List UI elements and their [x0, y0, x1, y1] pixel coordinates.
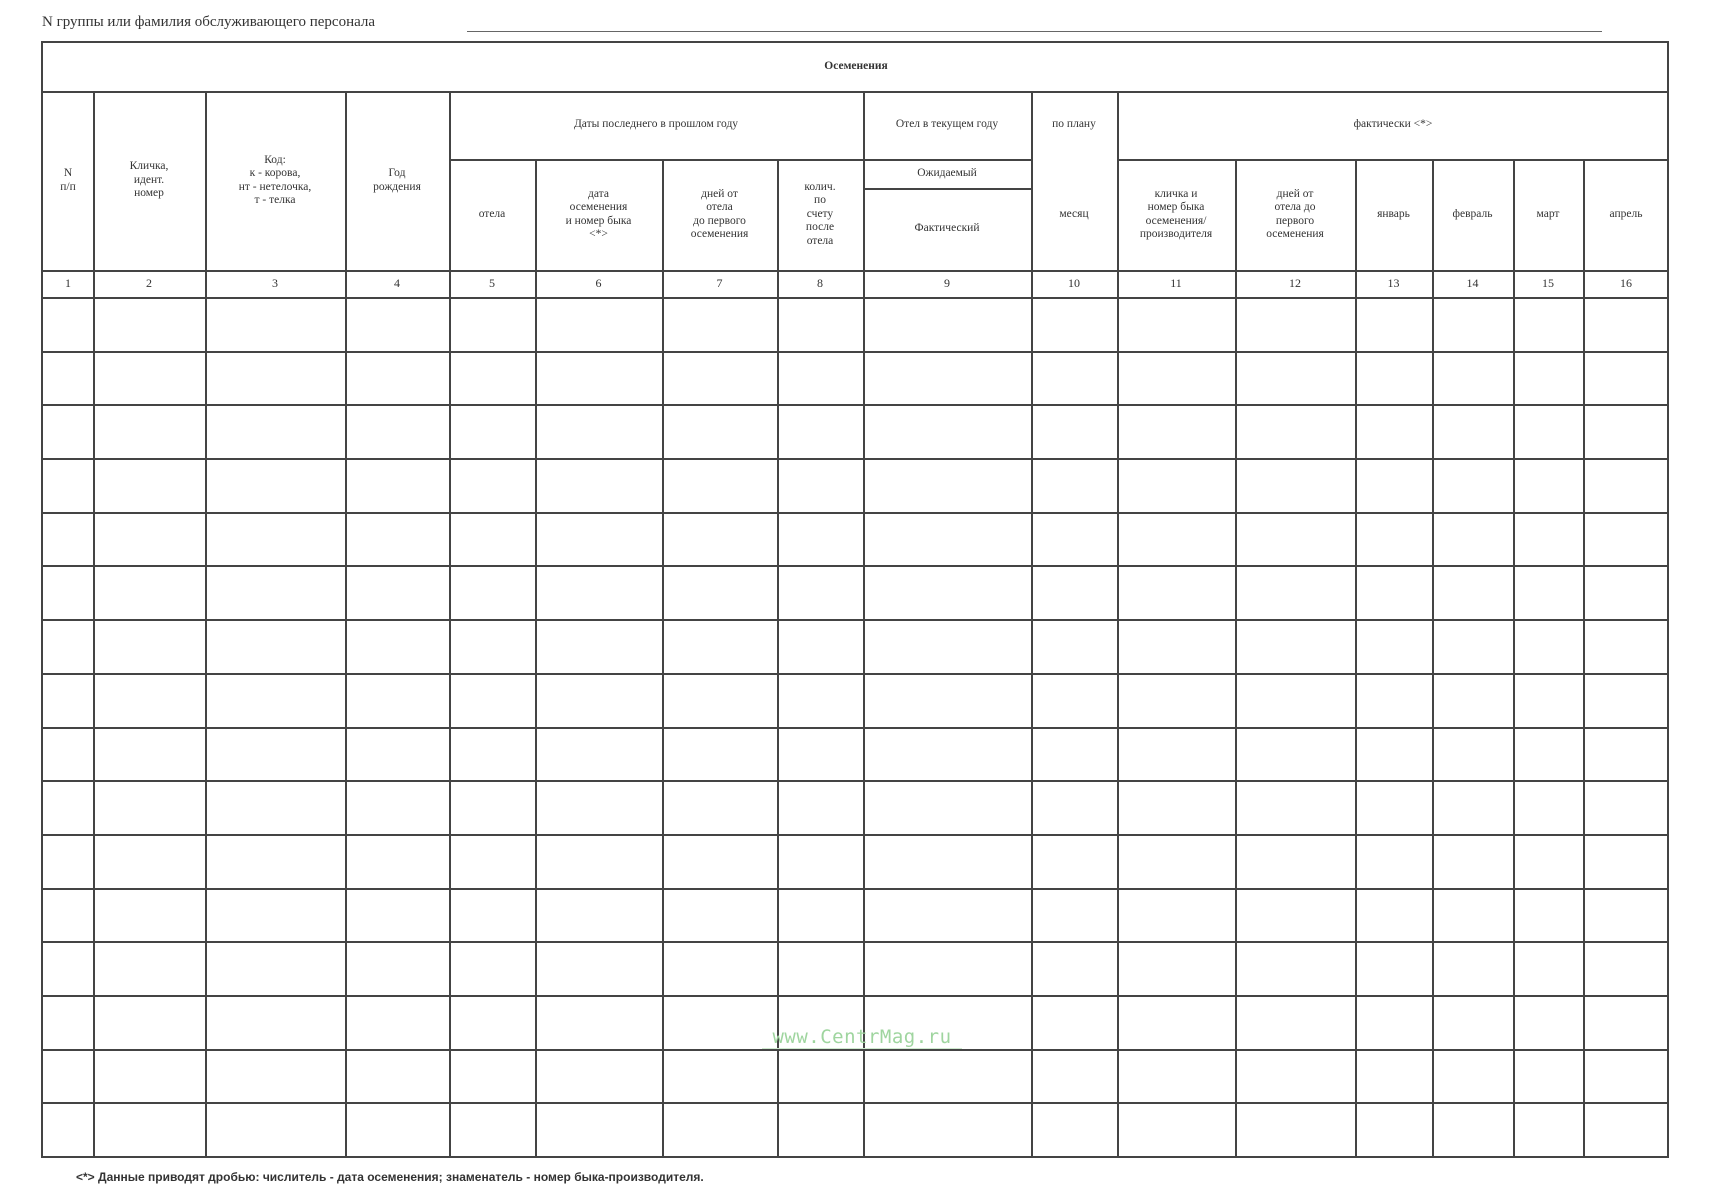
- column-rule: [535, 159, 537, 1156]
- column-header-16: апрель: [1609, 207, 1643, 220]
- column-number-11: 11: [1170, 275, 1182, 290]
- column-header-5: отела: [478, 207, 506, 220]
- column-number-6: 6: [595, 275, 602, 290]
- column-number-12: 12: [1289, 275, 1301, 290]
- row-rule: [43, 512, 1669, 514]
- column-number-5: 5: [489, 275, 495, 290]
- row-rule: [43, 404, 1669, 406]
- row-rule: [43, 351, 1669, 353]
- row-rule: [43, 1102, 1669, 1104]
- group-by-plan: по плану: [1052, 118, 1096, 131]
- column-number-14: 14: [1466, 275, 1479, 290]
- group-actual: фактически <*>: [1353, 118, 1433, 131]
- footnote: <*> Данные приводят дробью: числитель - дата осеменения; знаменатель - номер быка-производителя.: [76, 1170, 704, 1184]
- column-rule: [1235, 159, 1237, 1156]
- row-rule: [43, 458, 1669, 460]
- column-number-4: 4: [394, 275, 400, 290]
- column-rule: [1583, 159, 1585, 1156]
- insemination-table: [41, 41, 1669, 1158]
- column-number-16: 16: [1620, 275, 1632, 290]
- column-header-2: Кличка, идент. номер: [129, 160, 169, 200]
- column-header-15: март: [1536, 207, 1560, 220]
- row-rule: [43, 941, 1669, 943]
- column-number-9: 9: [944, 275, 950, 290]
- row-rule: [43, 995, 1669, 997]
- column-rule: [1355, 159, 1357, 1156]
- column-number-2: 2: [146, 275, 152, 290]
- fill-in-line: [467, 31, 1602, 32]
- column-header-3: Код: к - корова, нт - нетелочка, т - телка: [238, 153, 312, 206]
- group-calving-current-year: Отел в текущем году: [895, 118, 999, 131]
- table-title: Осеменения: [824, 60, 888, 73]
- row-rule: [43, 727, 1669, 729]
- column-rule: [1432, 159, 1434, 1156]
- column-header-6: дата осеменения и номер быка <*>: [565, 187, 632, 240]
- subheader-expected: Ожидаемый: [917, 166, 977, 179]
- column-number-7: 7: [716, 275, 723, 290]
- group-or-staff-line: [42, 14, 1602, 36]
- column-header-12: дней от отела до первого осеменения: [1266, 187, 1324, 240]
- column-header-10: месяц: [1059, 207, 1089, 220]
- row-rule: [43, 673, 1669, 675]
- subheader-actual: Фактический: [914, 222, 980, 235]
- column-number-15: 15: [1542, 275, 1554, 290]
- row-rule: [43, 888, 1669, 890]
- column-rule: [777, 159, 779, 1156]
- column-rule: [662, 159, 664, 1156]
- row-rule: [43, 1156, 1669, 1158]
- row-rule: [43, 619, 1669, 621]
- column-number-1: 1: [65, 275, 71, 290]
- row-rule: [43, 297, 1669, 299]
- watermark: www.CentrMag.ru: [762, 1026, 962, 1049]
- column-header-1: N п/п: [60, 167, 76, 193]
- column-number-3: 3: [272, 275, 278, 290]
- column-header-13: январь: [1377, 207, 1410, 220]
- column-header-7: дней от отела до первого осеменения: [690, 187, 749, 240]
- column-number-13: 13: [1387, 275, 1400, 290]
- column-header-4: Год рождения: [373, 167, 421, 193]
- column-number-8: 8: [817, 275, 823, 290]
- row-rule: [43, 1049, 1669, 1051]
- row-rule: [43, 780, 1669, 782]
- column-header-8: колич. по счету после отела: [804, 180, 836, 247]
- column-header-11: кличка и номер быка осеменения/ производителя: [1139, 187, 1213, 240]
- column-header-14: февраль: [1452, 207, 1493, 220]
- row-rule: [43, 565, 1669, 567]
- column-number-10: 10: [1068, 275, 1080, 290]
- column-rule: [1513, 159, 1515, 1156]
- row-rule: [43, 834, 1669, 836]
- group-calving-last-year: Даты последнего в прошлом году: [573, 118, 739, 131]
- group-or-staff-label: N группы или фамилия обслуживающего персонала: [42, 14, 376, 30]
